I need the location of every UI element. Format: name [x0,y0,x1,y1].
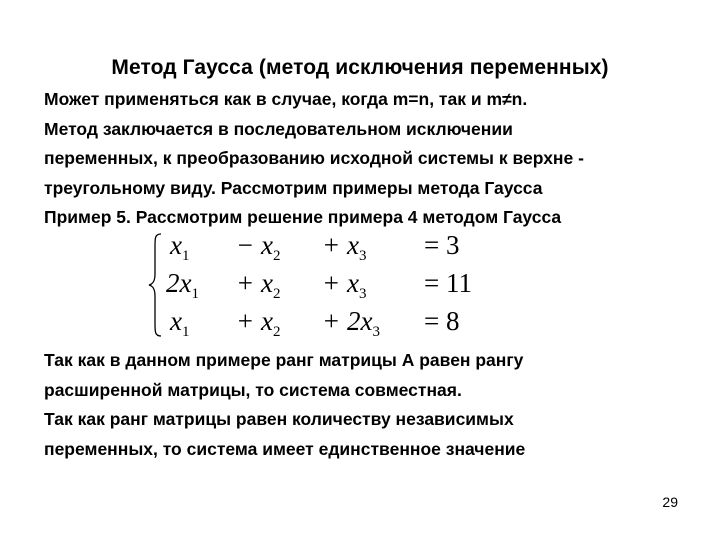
term-1: $2x_1$ [166,268,199,302]
right-hand-side: = 3 [424,230,460,260]
right-hand-side: = 11 [424,268,472,298]
term-1: $x_1$ [170,306,190,340]
term-1: $x_1$ [170,230,190,264]
term-3: + $x_3$ [322,268,367,302]
right-hand-side: = 8 [424,306,460,336]
conclusion-paragraph [44,346,704,464]
intro-paragraph [44,85,704,233]
equation-system [144,230,504,340]
term-2: + $x_2$ [236,268,281,302]
conclusion-line: Так как в данном примере ранг матрицы А равен рангу [44,350,524,370]
equation-row [144,306,504,342]
equation-row [144,230,504,266]
term-2: + $x_2$ [236,306,281,340]
equation-row [144,268,504,304]
page-number: 29 [662,494,678,510]
intro-line: Метод заключается в последовательном исключении [44,118,513,139]
term-3: + $x_3$ [322,230,367,264]
slide-title: Метод Гаусса (метод исключения переменных) [111,56,609,79]
term-3: + $2x_3$ [322,306,380,340]
conclusion-line: Так как ранг матрицы равен количеству независимых [44,409,514,429]
term-2: − $x_2$ [236,230,281,264]
conclusion-line: расширенной матрицы, то система совместная. [44,379,462,400]
intro-line: переменных, к преобразованию исходной системы к верхне - [44,148,584,168]
intro-line: треугольному виду. Рассмотрим примеры метода Гаусса [44,177,543,198]
example-heading: Пример 5. Рассмотрим решение примера 4 методом Гаусса [44,207,562,227]
intro-line: Может применяться как в случае, когда m=n, так и m≠n. [44,89,528,109]
conclusion-line: переменных, то система имеет единственное значение [44,438,526,459]
